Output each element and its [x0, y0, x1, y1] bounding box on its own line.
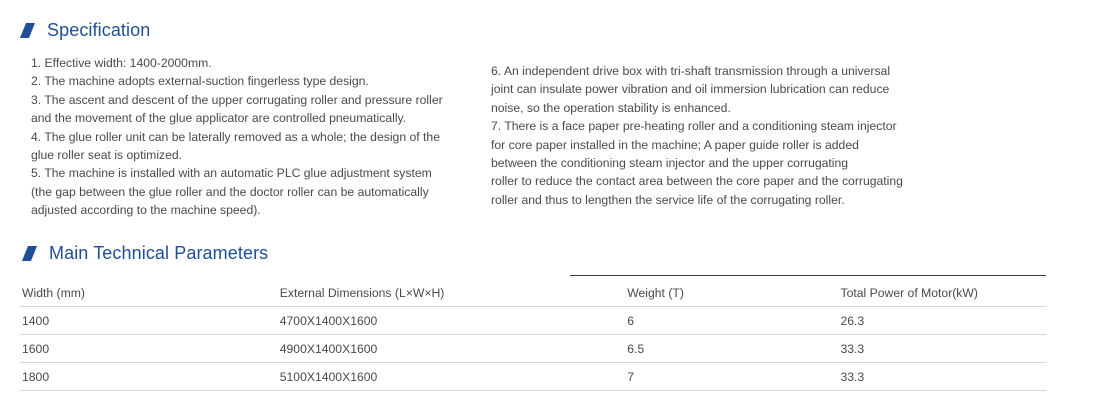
spec-line: roller to reduce the contact area between the core paper and the corrugating	[491, 174, 903, 189]
table-cell: 4900X1400X1600	[278, 335, 626, 363]
table-row	[20, 363, 1046, 391]
spec-line: and the movement of the glue applicator are controlled pneumatically.	[31, 111, 407, 126]
spec-line: 1. Effective width: 1400-2000mm.	[31, 56, 212, 70]
spec-line: 4. The glue roller unit can be laterally removed as a whole; the design of the	[31, 129, 440, 144]
slash-marker-icon	[22, 246, 37, 261]
spec-line: 2. The machine adopts external-suction fingerless type design.	[31, 74, 369, 89]
spec-line: 6. An independent drive box with tri-shaft transmission through a universal	[491, 64, 891, 78]
spec-line: roller and thus to lengthen the service life of the corrugating roller.	[491, 192, 845, 207]
table-cell: 4700X1400X1600	[278, 307, 626, 335]
specification-title: Specification	[47, 19, 151, 40]
parameters-title: Main Technical Parameters	[49, 242, 269, 263]
table-cell: 6.5	[625, 335, 838, 363]
specification-heading	[20, 17, 150, 43]
table-cell: 1800	[20, 363, 278, 391]
spec-line: 5. The machine is installed with an automatic PLC glue adjustment system	[31, 166, 432, 181]
table-cell: 1400	[20, 307, 278, 335]
spec-line: (the gap between the glue roller and the doctor roller can be automatically	[31, 184, 429, 199]
spec-line: glue roller seat is optimized.	[31, 148, 183, 163]
specification-right-column	[491, 62, 911, 209]
column-header: Width (mm)	[20, 280, 278, 307]
table-cell: 26.3	[838, 307, 1046, 335]
parameters-heading	[22, 240, 268, 266]
table-cell: 1600	[20, 335, 278, 363]
spec-line: 3. The ascent and descent of the upper corrugating roller and pressure roller	[31, 92, 443, 107]
table-header-row	[20, 280, 1046, 307]
spec-line: joint can insulate power vibration and oil immersion lubrication can reduce	[491, 82, 890, 97]
specification-left-column	[31, 54, 471, 220]
column-header: Total Power of Motor(kW)	[838, 280, 1046, 307]
spec-line: adjusted according to the machine speed).	[31, 203, 261, 218]
table-cell: 5100X1400X1600	[278, 363, 626, 391]
table-cell: 7	[625, 363, 838, 391]
spec-line: noise, so the operation stability is enhanced.	[491, 100, 731, 115]
heading-divider	[570, 275, 1046, 276]
column-header: Weight (T)	[625, 280, 838, 307]
table-cell: 33.3	[838, 363, 1046, 391]
table-row	[20, 335, 1046, 363]
table-row	[20, 307, 1046, 335]
spec-line: between the conditioning steam injector and the upper corrugating	[491, 156, 849, 171]
table-cell: 6	[625, 307, 838, 335]
spec-line: 7. There is a face paper pre-heating roller and a conditioning steam injector	[491, 119, 897, 134]
slash-marker-icon	[20, 23, 35, 38]
spec-line: for core paper installed in the machine; A paper guide roller is added	[491, 137, 859, 152]
table-cell: 33.3	[838, 335, 1046, 363]
column-header: External Dimensions (L×W×H)	[278, 280, 626, 307]
parameters-table	[20, 280, 1046, 391]
